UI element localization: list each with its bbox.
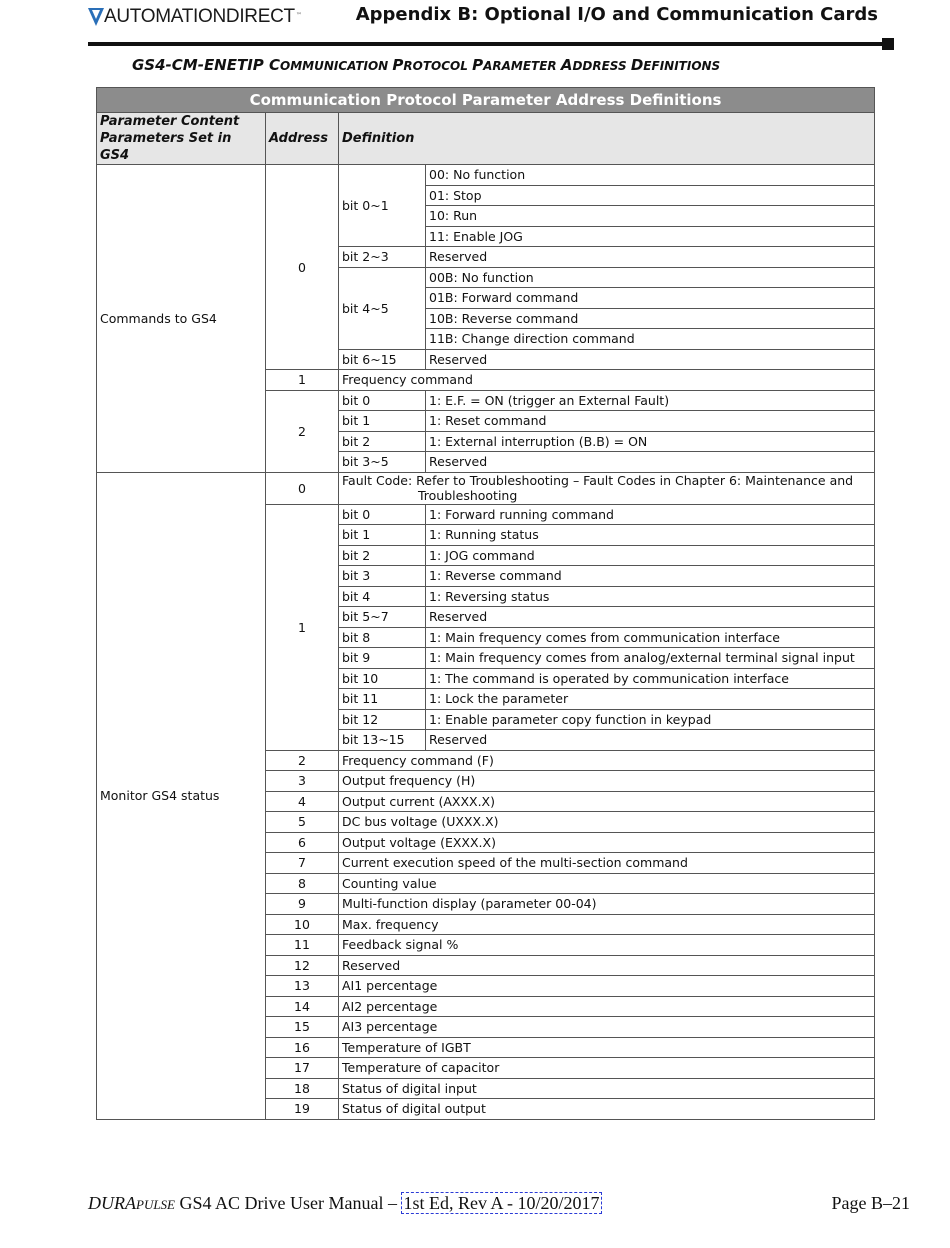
definition-cell: DC bus voltage (UXXX.X) <box>339 812 875 833</box>
definition-cell: Feedback signal % <box>339 935 875 956</box>
bit-cell: bit 2~3 <box>339 247 426 268</box>
value-cell: Reserved <box>426 607 875 628</box>
bit-cell: bit 0~1 <box>339 165 426 247</box>
bit-cell: bit 10 <box>339 668 426 689</box>
definition-cell: Frequency command <box>339 370 875 391</box>
address-cell: 6 <box>266 832 339 853</box>
value-cell: 00: No function <box>426 165 875 186</box>
bit-cell: bit 4 <box>339 586 426 607</box>
value-cell: 1: Reverse command <box>426 566 875 587</box>
header-rule <box>88 42 884 46</box>
bit-cell: bit 1 <box>339 525 426 546</box>
address-cell: 9 <box>266 894 339 915</box>
address-cell: 5 <box>266 812 339 833</box>
address-cell: 8 <box>266 873 339 894</box>
definition-cell: AI1 percentage <box>339 976 875 997</box>
definition-cell: Multi-function display (parameter 00-04) <box>339 894 875 915</box>
footer-edition: 1st Ed, Rev A - 10/20/2017 <box>403 1193 600 1213</box>
address-cell: 15 <box>266 1017 339 1038</box>
bit-cell: bit 0 <box>339 504 426 525</box>
value-cell: 10B: Reverse command <box>426 308 875 329</box>
address-cell: 17 <box>266 1058 339 1079</box>
section-title: GS4-CM-ENETIP COMMUNICATION PROTOCOL PARAMETER ADDRESS DEFINITIONS <box>132 56 721 74</box>
header-parameter-content: Parameter Content Parameters Set in GS4 <box>97 113 266 165</box>
address-cell: 0 <box>266 165 339 370</box>
address-cell: 2 <box>266 750 339 771</box>
address-cell: 7 <box>266 853 339 874</box>
address-cell: 2 <box>266 390 339 472</box>
bit-cell: bit 9 <box>339 648 426 669</box>
definition-cell: Frequency command (F) <box>339 750 875 771</box>
definition-cell: Status of digital input <box>339 1078 875 1099</box>
value-cell: 10: Run <box>426 206 875 227</box>
logo-v-icon <box>88 8 104 26</box>
bit-cell: bit 3~5 <box>339 452 426 473</box>
commands-group-label: Commands to GS4 <box>97 165 266 473</box>
value-cell: Reserved <box>426 349 875 370</box>
header-rule-marker <box>882 38 894 50</box>
address-cell: 1 <box>266 370 339 391</box>
bit-cell: bit 6~15 <box>339 349 426 370</box>
definition-cell: Output voltage (EXXX.X) <box>339 832 875 853</box>
value-cell: 1: Lock the parameter <box>426 689 875 710</box>
definition-cell: Reserved <box>339 955 875 976</box>
definition-cell: Output frequency (H) <box>339 771 875 792</box>
address-cell: 11 <box>266 935 339 956</box>
value-cell: 1: Running status <box>426 525 875 546</box>
appendix-title: Appendix B: Optional I/O and Communication Cards <box>355 4 878 25</box>
address-cell: 13 <box>266 976 339 997</box>
bit-cell: bit 1 <box>339 411 426 432</box>
table-row <box>97 472 875 504</box>
bit-cell: bit 8 <box>339 627 426 648</box>
value-cell: 1: E.F. = ON (trigger an External Fault) <box>426 390 875 411</box>
header-address: Address <box>266 113 339 165</box>
definition-cell: AI3 percentage <box>339 1017 875 1038</box>
logo-text: AUTOMATIONDIRECT <box>104 6 295 27</box>
bit-cell: bit 11 <box>339 689 426 710</box>
address-cell: 12 <box>266 955 339 976</box>
definition-cell: AI2 percentage <box>339 996 875 1017</box>
address-cell: 4 <box>266 791 339 812</box>
value-cell: 00B: No function <box>426 267 875 288</box>
value-cell: 1: Forward running command <box>426 504 875 525</box>
bit-cell: bit 12 <box>339 709 426 730</box>
logo-trademark: ™ <box>295 12 302 19</box>
address-cell: 19 <box>266 1099 339 1120</box>
definition-cell: Counting value <box>339 873 875 894</box>
value-cell: 1: Reversing status <box>426 586 875 607</box>
value-cell: 1: External interruption (B.B) = ON <box>426 431 875 452</box>
definition-cell: Status of digital output <box>339 1099 875 1120</box>
fault-code-line2: Troubleshooting <box>418 488 518 503</box>
value-cell: 11B: Change direction command <box>426 329 875 350</box>
monitor-group-label: Monitor GS4 status <box>97 472 266 1119</box>
value-cell: 01: Stop <box>426 185 875 206</box>
value-cell: 1: The command is operated by communication interface <box>426 668 875 689</box>
header-definition: Definition <box>339 113 875 165</box>
page-number: Page B–21 <box>831 1193 910 1213</box>
bit-cell: bit 4~5 <box>339 267 426 349</box>
bit-cell: bit 3 <box>339 566 426 587</box>
definition-cell: Temperature of IGBT <box>339 1037 875 1058</box>
automationdirect-logo <box>88 6 302 28</box>
definition-cell: Temperature of capacitor <box>339 1058 875 1079</box>
address-cell: 16 <box>266 1037 339 1058</box>
value-cell: 1: Enable parameter copy function in keypad <box>426 709 875 730</box>
value-cell: Reserved <box>426 452 875 473</box>
footer-manual-title: DURAPULSE GS4 AC Drive User Manual – <box>88 1193 402 1213</box>
bit-cell: bit 13~15 <box>339 730 426 751</box>
fault-code-line1: Fault Code: Refer to Troubleshooting – Fault Codes in Chapter 6: Maintenance and <box>342 473 854 488</box>
page-footer <box>88 1193 910 1214</box>
value-cell: 01B: Forward command <box>426 288 875 309</box>
address-cell: 14 <box>266 996 339 1017</box>
address-cell: 18 <box>266 1078 339 1099</box>
value-cell: 1: Reset command <box>426 411 875 432</box>
definition-cell: Max. frequency <box>339 914 875 935</box>
protocol-address-table <box>96 87 875 1120</box>
value-cell: 11: Enable JOG <box>426 226 875 247</box>
bit-cell: bit 5~7 <box>339 607 426 628</box>
fault-code-definition <box>339 472 875 504</box>
definition-cell: Output current (AXXX.X) <box>339 791 875 812</box>
address-cell: 3 <box>266 771 339 792</box>
value-cell: 1: Main frequency comes from analog/external terminal signal input <box>426 648 875 669</box>
value-cell: 1: JOG command <box>426 545 875 566</box>
definition-cell: Current execution speed of the multi-section command <box>339 853 875 874</box>
value-cell: Reserved <box>426 730 875 751</box>
bit-cell: bit 2 <box>339 545 426 566</box>
value-cell: Reserved <box>426 247 875 268</box>
bit-cell: bit 2 <box>339 431 426 452</box>
address-cell: 0 <box>266 472 339 504</box>
address-cell: 10 <box>266 914 339 935</box>
table-title: Communication Protocol Parameter Address Definitions <box>97 88 875 113</box>
address-cell: 1 <box>266 504 339 750</box>
table-row <box>97 165 875 186</box>
value-cell: 1: Main frequency comes from communication interface <box>426 627 875 648</box>
bit-cell: bit 0 <box>339 390 426 411</box>
